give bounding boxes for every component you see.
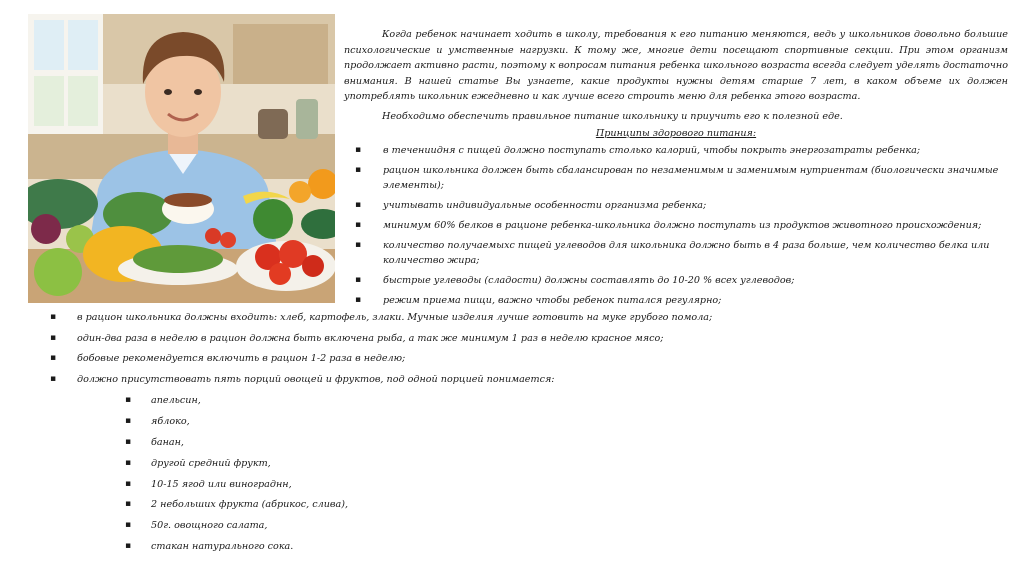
bullet-icon: ▪ bbox=[355, 240, 362, 250]
bullet-icon: ▪ bbox=[125, 499, 132, 510]
principles-list bbox=[355, 143, 1011, 313]
bullet-icon: ▪ bbox=[355, 200, 362, 210]
list-item-text: 2 небольших фрукта (абрикос, слива), bbox=[151, 499, 349, 511]
diet-list bbox=[50, 310, 977, 392]
list-item bbox=[125, 518, 551, 533]
list-item bbox=[355, 198, 1011, 213]
list-item bbox=[355, 143, 1011, 158]
bullet-icon: ▪ bbox=[355, 165, 362, 175]
bullet-icon: ▪ bbox=[355, 220, 362, 230]
list-item bbox=[355, 163, 1011, 193]
list-item-text: режим приема пищи, важно чтобы ребенок питался регулярно; bbox=[383, 295, 722, 306]
bullet-icon: ▪ bbox=[125, 520, 132, 531]
list-item-text: количество получаемыхс пищей углеводов для школьника должно быть в 4 раза больше, чем количество белка или количество жира; bbox=[383, 240, 990, 266]
list-item bbox=[50, 351, 977, 366]
list-item-text: стакан натурального сока. bbox=[151, 541, 294, 553]
list-item-text: в рацион школьника должны входить: хлеб, картофель, злаки. Мучные изделия лучше готовить на муке грубого помола; bbox=[77, 312, 713, 323]
bullet-icon: ▪ bbox=[125, 541, 132, 552]
bullet-icon: ▪ bbox=[125, 415, 132, 426]
list-item-text: 10-15 ягод или винограднн, bbox=[151, 478, 292, 490]
list-item-text: яблоко, bbox=[151, 415, 190, 427]
principles-heading: Принципы здорового питания: bbox=[595, 128, 757, 139]
photo-illustration bbox=[28, 14, 335, 303]
healthy-eating-paragraph: Необходимо обеспечить правильное питание школьнику и приучить его к полезной еде. bbox=[382, 111, 843, 122]
list-item bbox=[125, 477, 551, 492]
list-item bbox=[125, 497, 551, 512]
list-item bbox=[125, 456, 551, 471]
list-item bbox=[355, 293, 1011, 308]
portion-list bbox=[125, 393, 551, 560]
bullet-icon: ▪ bbox=[125, 478, 132, 489]
list-item bbox=[355, 218, 1011, 233]
bullet-icon: ▪ bbox=[355, 145, 362, 155]
bullet-icon: ▪ bbox=[50, 312, 57, 322]
list-item-text: один-два раза в неделю в рацион должна быть включена рыба, а так же минимум 1 раз в неделю красное мясо; bbox=[77, 332, 664, 344]
list-item-text: банан, bbox=[151, 436, 184, 448]
list-item-text: учитывать индивидуальные особенности организма ребенка; bbox=[383, 200, 707, 211]
bullet-icon: ▪ bbox=[125, 457, 132, 468]
list-item bbox=[125, 414, 551, 429]
list-item bbox=[355, 273, 1011, 288]
bullet-icon: ▪ bbox=[125, 436, 132, 447]
bullet-icon: ▪ bbox=[355, 275, 362, 285]
list-item-text: другой средний фрукт, bbox=[151, 457, 271, 469]
list-item-text: бобовые рекомендуется включить в рацион 1-2 раза в неделю; bbox=[77, 353, 406, 365]
list-item-text: рацион школьника должен быть сбалансирован по незаменимым и заменимым нутриентам (биологически значимые элементы); bbox=[383, 165, 999, 191]
list-item bbox=[125, 393, 551, 408]
list-item-text: 50г. овощного салата, bbox=[151, 520, 268, 532]
bullet-icon: ▪ bbox=[50, 332, 57, 343]
boy-with-vegetables-photo bbox=[28, 14, 335, 303]
list-item-text: минимум 60% белков в рационе ребенка-школьника должно поступать из продуктов животного происхождения; bbox=[383, 220, 982, 231]
list-item bbox=[125, 435, 551, 450]
bullet-icon: ▪ bbox=[355, 295, 362, 305]
list-item bbox=[50, 372, 977, 387]
bullet-icon: ▪ bbox=[125, 395, 132, 405]
list-item-text: быстрые углеводы (сладости) должны составлять до 10-20 % всех углеводов; bbox=[383, 275, 795, 286]
list-item-text: в течениидня с пищей должно поступать столько калорий, чтобы покрыть энергозатраты ребенка; bbox=[383, 145, 921, 156]
bullet-icon: ▪ bbox=[50, 373, 57, 384]
list-item bbox=[50, 310, 977, 325]
bullet-icon: ▪ bbox=[50, 353, 57, 364]
list-item bbox=[125, 539, 551, 554]
list-item bbox=[355, 238, 1011, 268]
intro-paragraph: Когда ребенок начинает ходить в школу, требования к его питанию меняются, ведь у школьников довольно большие психологические и умственные нагрузки. К тому же, многие дети посещают спортивные секции. При этом организм продолжает активно расти, поэтому к вопросам питания ребенка школьного возраста всегда следует уделять достаточно внимания. В нашей статье Вы узнаете, какие продукты нужны детям старше 7 лет, в каком объеме их должен употреблять школьник ежедневно и как лучше всего строить меню для ребенка этого возраста. bbox=[344, 29, 1008, 103]
list-item bbox=[50, 331, 977, 346]
list-item-text: апельсин, bbox=[151, 395, 201, 406]
list-item-text: должно присутствовать пять порций овощей и фруктов, под одной порцией понимается: bbox=[77, 373, 555, 385]
